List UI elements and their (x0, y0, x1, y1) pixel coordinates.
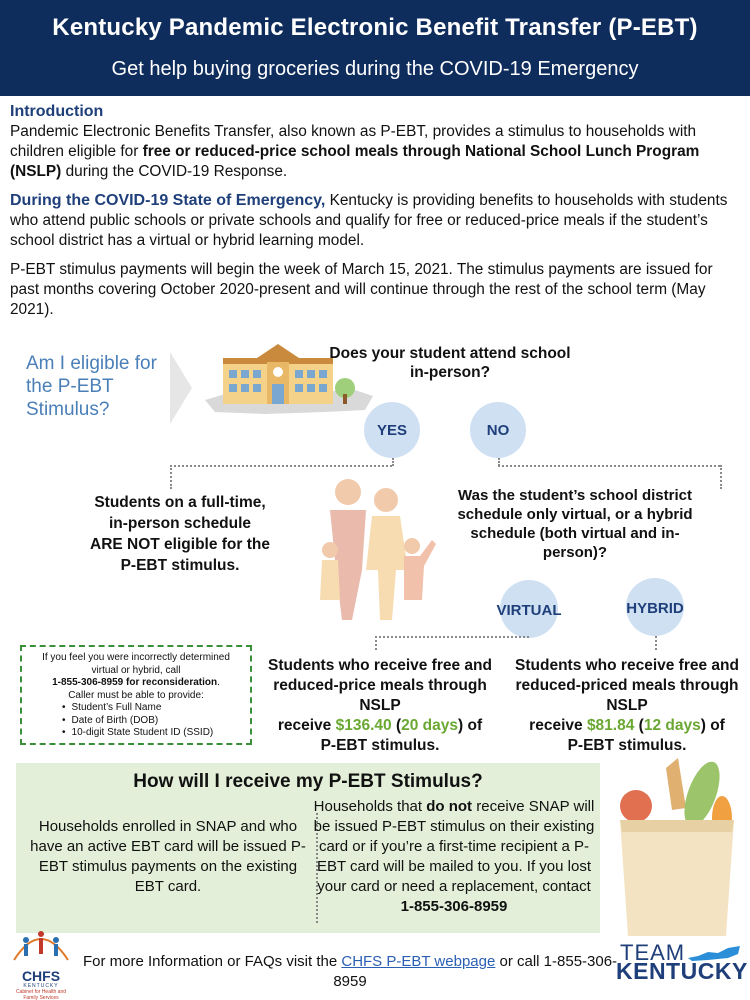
intro-heading: Introduction (10, 103, 104, 120)
chfs-webpage-link[interactable]: CHFS P-EBT webpage (341, 953, 496, 970)
hybrid-amount: $81.84 (586, 717, 635, 734)
connector-yes (170, 465, 392, 467)
yes-option: YES (364, 402, 420, 458)
intro-paragraph-2 (10, 191, 740, 251)
not-eligible-line-3: ARE NOT eligible for the (90, 536, 270, 553)
virtual-receive-word: receive (277, 717, 332, 734)
virtual-result (262, 656, 498, 756)
callbox-line-4: Caller must be able to provide: (68, 689, 204, 701)
col2-bold: do not (426, 798, 473, 815)
intro-p1-text: Pandemic Electronic Benefits Transfer, also known as P-EBT, provides a stimulus to households with children eligible for (10, 123, 697, 160)
callbox-phone-line: 1-855-306-8959 for reconsideration. (52, 677, 220, 688)
col2-text-b: receive SNAP will be issued P-EBT stimulus on their existing card or if you’re a first-time recipient a P-EBT card will be mailed to you. If you lost your card or need a replacement, contact (313, 798, 595, 895)
intro-p1-end: during the COVID-19 Response. (61, 163, 288, 180)
chfs-sub-1: KENTUCKY (23, 983, 59, 989)
page-subtitle: Get help buying groceries during the COVID-19 Emergency (111, 58, 639, 80)
connector-no (498, 465, 720, 467)
connector-virtual-drop (375, 636, 377, 650)
list-item: • 10-digit State Student ID (SSID) (62, 727, 244, 740)
intro-p2-text: Kentucky is providing benefits to households with students who attend public schools or private schools and qualify for free or reduced-price meals if the student’s school district has a virtual or hybrid learning model. (10, 192, 728, 249)
not-eligible-line-4: P-EBT stimulus. (120, 557, 240, 574)
virtual-option: VIRTUAL (496, 602, 562, 619)
receive-stimulus-panel (16, 763, 600, 933)
hybrid-result-end: P-EBT stimulus. (567, 737, 687, 754)
callbox-requirements-list (62, 702, 244, 740)
connector-virtual (375, 636, 529, 638)
list-item: • Student’s Full Name (62, 702, 244, 715)
chfs-wordmark: CHFS (21, 968, 61, 984)
team-word: TEAM (620, 940, 686, 965)
hybrid-of-word: of (710, 717, 725, 734)
connector-no-right (720, 465, 722, 489)
virtual-of-word: of (467, 717, 483, 734)
virtual-amount: $136.40 (335, 717, 392, 734)
snap-households-text: Households enrolled in SNAP and who have an active EBT card will be issued P-EBT stimulus payments on the existing EBT card. (30, 818, 306, 895)
chfs-figures-icon (8, 924, 74, 964)
chfs-logo (8, 924, 74, 1000)
not-eligible-line-2: in-person schedule (108, 515, 252, 532)
page-title: Kentucky Pandemic Electronic Benefit Transfer (P-EBT) (52, 14, 698, 41)
question-virtual-hybrid: Was the student’s school district schedule only virtual, or a hybrid schedule (both virtual and in-person)? (457, 487, 693, 561)
hybrid-result (512, 656, 742, 756)
not-eligible-message (60, 492, 300, 576)
virtual-days: 20 days (401, 717, 459, 734)
intro-paragraph-3: P-EBT stimulus payments will begin the week of March 15, 2021. The stimulus payments are issued for past months covering October 2020-present and will continue through the rest of the school term (May 2021). (10, 261, 713, 318)
hybrid-result-text: Students who receive free and reduced-priced meals through NSLP (515, 657, 739, 714)
header-banner (0, 0, 750, 96)
hybrid-option: HYBRID (626, 600, 684, 617)
footer-text-a: For more Information or FAQs visit the (82, 953, 342, 970)
hybrid-days: 12 days (643, 717, 701, 734)
intro-paragraph-1 (10, 122, 740, 182)
team-kentucky-logo (616, 940, 746, 998)
col2-text-a: Households that (313, 798, 427, 815)
no-option: NO (470, 402, 526, 458)
intro-p1-bold: free or reduced-price school meals through National School Lunch Program (NSLP) (10, 143, 700, 180)
col2-phone: 1-855-306-8959 (400, 898, 508, 915)
hybrid-result-amount-line: receive $81.84 (12 days) of (529, 717, 725, 734)
reconsideration-callout (20, 645, 252, 745)
list-item: • Date of Birth (DOB) (62, 715, 244, 728)
connector-yes-drop (392, 458, 394, 466)
virtual-result-text: Students who receive free and reduced-price meals through NSLP (268, 657, 492, 714)
receive-title: How will I receive my P-EBT Stimulus? (133, 771, 483, 792)
introduction-section (10, 102, 740, 329)
hybrid-receive-word: receive (529, 717, 583, 734)
eligibility-question: Am I eligible for the P-EBT Stimulus? (26, 353, 157, 420)
callbox-line-2: virtual or hybrid, call (91, 664, 181, 676)
virtual-result-amount-line: receive $136.40 (20 days) of (277, 717, 483, 734)
footer-info (80, 952, 620, 992)
chevron-right-icon (170, 352, 192, 424)
kentucky-word: KENTUCKY (616, 958, 748, 984)
callbox-line-1: If you feel you were incorrectly determined (42, 652, 230, 663)
chfs-sub-2: Cabinet for Health and Family Services (15, 989, 67, 1000)
callbox-phone: 1-855-306-8959 for reconsideration (52, 677, 218, 688)
virtual-result-end: P-EBT stimulus. (320, 737, 440, 754)
family-illustration-icon (300, 470, 450, 620)
connector-hybrid-drop (655, 636, 657, 650)
grocery-bag-icon (606, 748, 742, 938)
question-in-person: Does your student attend school in-person? (329, 345, 571, 381)
intro-p2-bold: During the COVID-19 State of Emergency, (10, 192, 326, 209)
not-eligible-line-1: Students on a full-time, (94, 494, 266, 511)
connector-yes-left (170, 465, 172, 489)
non-snap-households-text (312, 797, 596, 917)
footer-text-b: or call 1-855-306-8959 (333, 953, 618, 990)
